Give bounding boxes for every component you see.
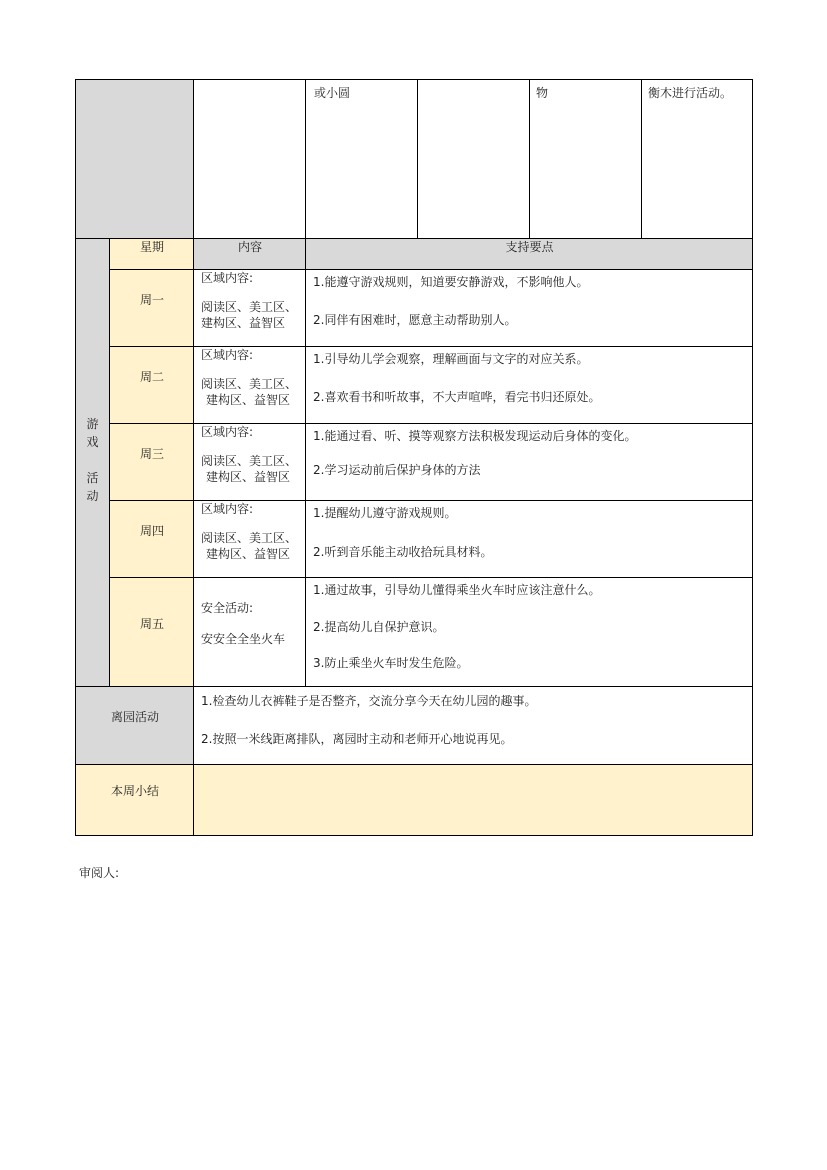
- leave-activity-label-cell: [75, 687, 193, 765]
- weekly-summary-label-cell: [75, 765, 193, 836]
- content-line: 安安全全坐火车: [201, 632, 286, 646]
- content-line: 建构区、益智区: [201, 316, 286, 330]
- top-row-cell-4: [417, 79, 529, 239]
- top-row-cell-3-text: 或小圆: [314, 86, 351, 100]
- points-cell-tue: [305, 347, 753, 424]
- point-item: 2.提高幼儿自保护意识。: [313, 620, 445, 634]
- content-title: 区域内容:: [201, 502, 254, 516]
- leave-activity-points-cell: [193, 687, 753, 765]
- day-label: 周四: [139, 524, 164, 538]
- content-line: 建构区、益智区: [206, 470, 291, 484]
- day-cell-mon: [109, 270, 193, 347]
- points-cell-mon: [305, 270, 753, 347]
- point-item: 1.通过故事，引导幼儿懂得乘坐火车时应该注意什么。: [313, 583, 601, 597]
- content-line: 阅读区、美工区、: [201, 377, 298, 391]
- point-item: 1.能遵守游戏规则，知道要安静游戏，不影响他人。: [313, 275, 589, 289]
- content-title: 安全活动:: [201, 601, 254, 615]
- top-row-cell-3: [305, 79, 417, 239]
- header-points-cell: [305, 239, 753, 270]
- top-row-cell-6: [641, 79, 753, 239]
- content-cell-tue: [193, 347, 305, 424]
- day-cell-wed: [109, 424, 193, 501]
- day-cell-tue: [109, 347, 193, 424]
- game-activity-char: 戏: [86, 435, 99, 449]
- day-cell-thu: [109, 501, 193, 578]
- points-cell-thu: [305, 501, 753, 578]
- content-cell-mon: [193, 270, 305, 347]
- content-cell-thu: [193, 501, 305, 578]
- top-row-cell-2: [193, 79, 305, 239]
- content-title: 区域内容:: [201, 271, 254, 285]
- day-cell-fri: [109, 578, 193, 687]
- points-cell-wed: [305, 424, 753, 501]
- top-row-cell-5: [529, 79, 641, 239]
- weekly-summary-label: 本周小结: [110, 784, 159, 798]
- game-activity-char: 游: [86, 417, 99, 431]
- top-row-cell-5-text: 物: [536, 86, 549, 100]
- game-activity-char: 动: [86, 489, 99, 503]
- game-activity-label-cell: [75, 239, 109, 687]
- content-line: 建构区、益智区: [206, 393, 291, 407]
- content-line: 建构区、益智区: [206, 547, 291, 561]
- content-line: 阅读区、美工区、: [201, 531, 298, 545]
- leave-activity-label: 离园活动: [110, 710, 159, 724]
- day-label: 周二: [139, 370, 164, 384]
- header-points: 支持要点: [505, 240, 554, 254]
- point-item: 2.按照一米线距离排队，离园时主动和老师开心地说再见。: [201, 732, 513, 746]
- point-item: 2.喜欢看书和听故事，不大声喧哗，看完书归还原处。: [313, 390, 601, 404]
- point-item: 2.同伴有困难时，愿意主动帮助别人。: [313, 313, 517, 327]
- content-title: 区域内容:: [201, 425, 254, 439]
- point-item: 1.检查幼儿衣裤鞋子是否整齐，交流分享今天在幼儿园的趣事。: [201, 694, 537, 708]
- day-label: 周三: [139, 447, 164, 461]
- point-item: 1.能通过看、听、摸等观察方法积极发现运动后身体的变化。: [313, 429, 637, 443]
- day-label: 周一: [139, 293, 164, 307]
- header-day: 星期: [139, 240, 164, 254]
- content-cell-wed: [193, 424, 305, 501]
- game-activity-char: 活: [86, 471, 99, 485]
- point-item: 2.学习运动前后保护身体的方法: [313, 463, 481, 477]
- header-content-cell: [193, 239, 305, 270]
- header-content: 内容: [237, 240, 262, 254]
- point-item: 1.提醒幼儿遵守游戏规则。: [313, 506, 457, 520]
- content-line: 阅读区、美工区、: [201, 454, 298, 468]
- top-row-label-cell: [75, 79, 193, 239]
- content-cell-fri: [193, 578, 305, 687]
- content-line: 阅读区、美工区、: [201, 300, 298, 314]
- day-label: 周五: [139, 617, 164, 631]
- header-day-cell: [109, 239, 193, 270]
- points-cell-fri: [305, 578, 753, 687]
- game-activity-char: [91, 451, 95, 469]
- game-activity-label: [76, 415, 109, 505]
- point-item: 2.听到音乐能主动收拾玩具材料。: [313, 545, 493, 559]
- weekly-summary-content-cell: [193, 765, 753, 836]
- point-item: 1.引导幼儿学会观察，理解画面与文字的对应关系。: [313, 352, 589, 366]
- reviewer-label: 审阅人:: [79, 866, 120, 880]
- content-title: 区域内容:: [201, 348, 254, 362]
- point-item: 3.防止乘坐火车时发生危险。: [313, 656, 469, 670]
- top-row-cell-6-text: 衡木进行活动。: [648, 86, 733, 100]
